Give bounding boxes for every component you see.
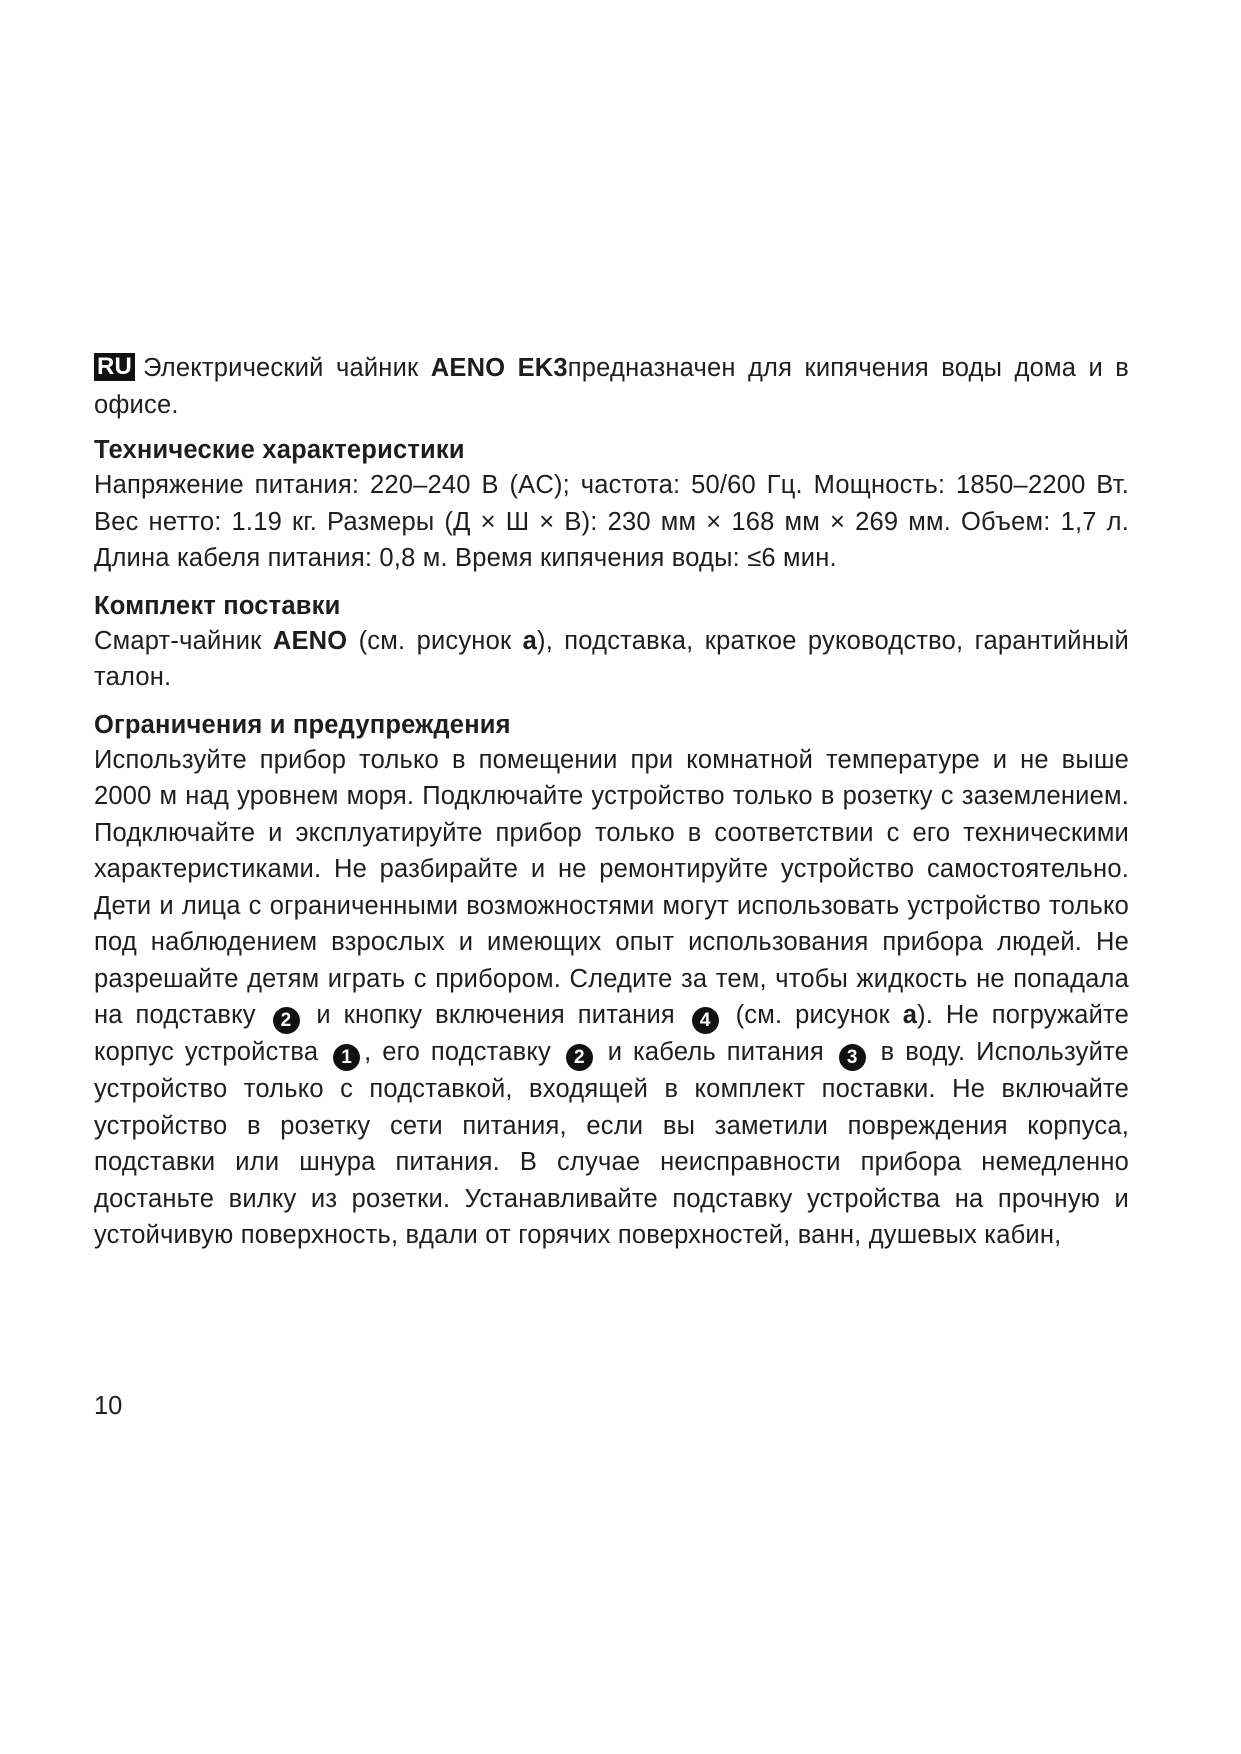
package-text-part: ), подставка, краткое руководство, гарантийный талон.	[94, 626, 1129, 691]
package-text	[94, 623, 1129, 696]
intro-text-after: предназначен для кипячения воды дома и в офисе.	[94, 354, 1130, 419]
intro-paragraph	[94, 350, 1129, 423]
warnings-text-part: и кнопку включения питания	[316, 1001, 675, 1029]
package-text-part: (см. рисунок	[347, 626, 523, 655]
package-text-part: Смарт-чайник	[94, 626, 273, 655]
warnings-text-part: ). Не погружайте корпус устройства	[94, 1001, 1129, 1066]
warnings-text	[94, 742, 1129, 1254]
warnings-text-part: в воду. Используйте устройство только с подставкой, входящей в комплект поставки. Не включайте устройство в розетку сети питания, если вы заметили повреждения корпуса, подставки или шнура питания. В случае неисправности прибора немедленно достаньте вилку из розетки. Устанавливайте подставку устройства на прочную и устойчивую поверхность, вдали от горячих поверхностей, ванн, душевых кабин,	[94, 1038, 1130, 1249]
warnings-text-part: и кабель питания	[607, 1038, 824, 1066]
callout-1-icon: 1	[333, 1044, 360, 1071]
callout-3-icon: 3	[839, 1044, 866, 1071]
warnings-heading: Ограничения и предупреждения	[94, 710, 511, 739]
manual-page-content	[94, 350, 1129, 1266]
figure-ref: а	[902, 1001, 918, 1029]
specs-text: Напряжение питания: 220–240 В (AC); частота: 50/60 Гц. Мощность: 1850–2200 Вт. Вес нетто: 1.19 кг. Размеры (Д × Ш × В): 230 мм × 168 мм × 269 мм. Объем: 1,7 л. Длина кабеля питания: 0,8 м. Время кипячения воды: ≤6 мин.	[94, 471, 1129, 572]
warnings-text-part: Используйте прибор только в помещении при комнатной температуре и не выше 2000 м над уровнем моря. Подключайте устройство только в розетку с заземлением. Подключайте и эксплуатируйте прибор только в соответствии с его техническими характеристиками. Не разбирайте и не ремонтируйте устройство самостоятельно. Дети и лица с ограниченными возможностями могут использовать устройство только под наблюдением взрослых и имеющих опыт использования прибора людей. Не разрешайте детям играть с прибором. Следите за тем, чтобы жидкость не попадала на подставку	[94, 745, 1129, 1029]
intro-text-before: Электрический чайник	[143, 354, 431, 382]
model-name: AENO EK3	[430, 354, 568, 382]
warnings-text-part: (см. рисунок	[735, 1001, 903, 1029]
warnings-section	[94, 708, 1129, 1254]
warnings-text-part: , его подставку	[364, 1038, 551, 1066]
page-number: 10	[94, 1392, 123, 1420]
brand-name: AENO	[272, 626, 348, 655]
callout-4-icon: 4	[692, 1007, 719, 1034]
specs-section	[94, 433, 1129, 577]
callout-2-icon: 2	[273, 1007, 300, 1034]
callout-2-icon: 2	[566, 1044, 593, 1071]
package-section	[94, 589, 1129, 696]
package-heading: Комплект поставки	[94, 591, 341, 620]
specs-heading: Технические характеристики	[94, 436, 465, 464]
language-badge: RU	[94, 353, 135, 381]
figure-ref: а	[522, 626, 538, 655]
